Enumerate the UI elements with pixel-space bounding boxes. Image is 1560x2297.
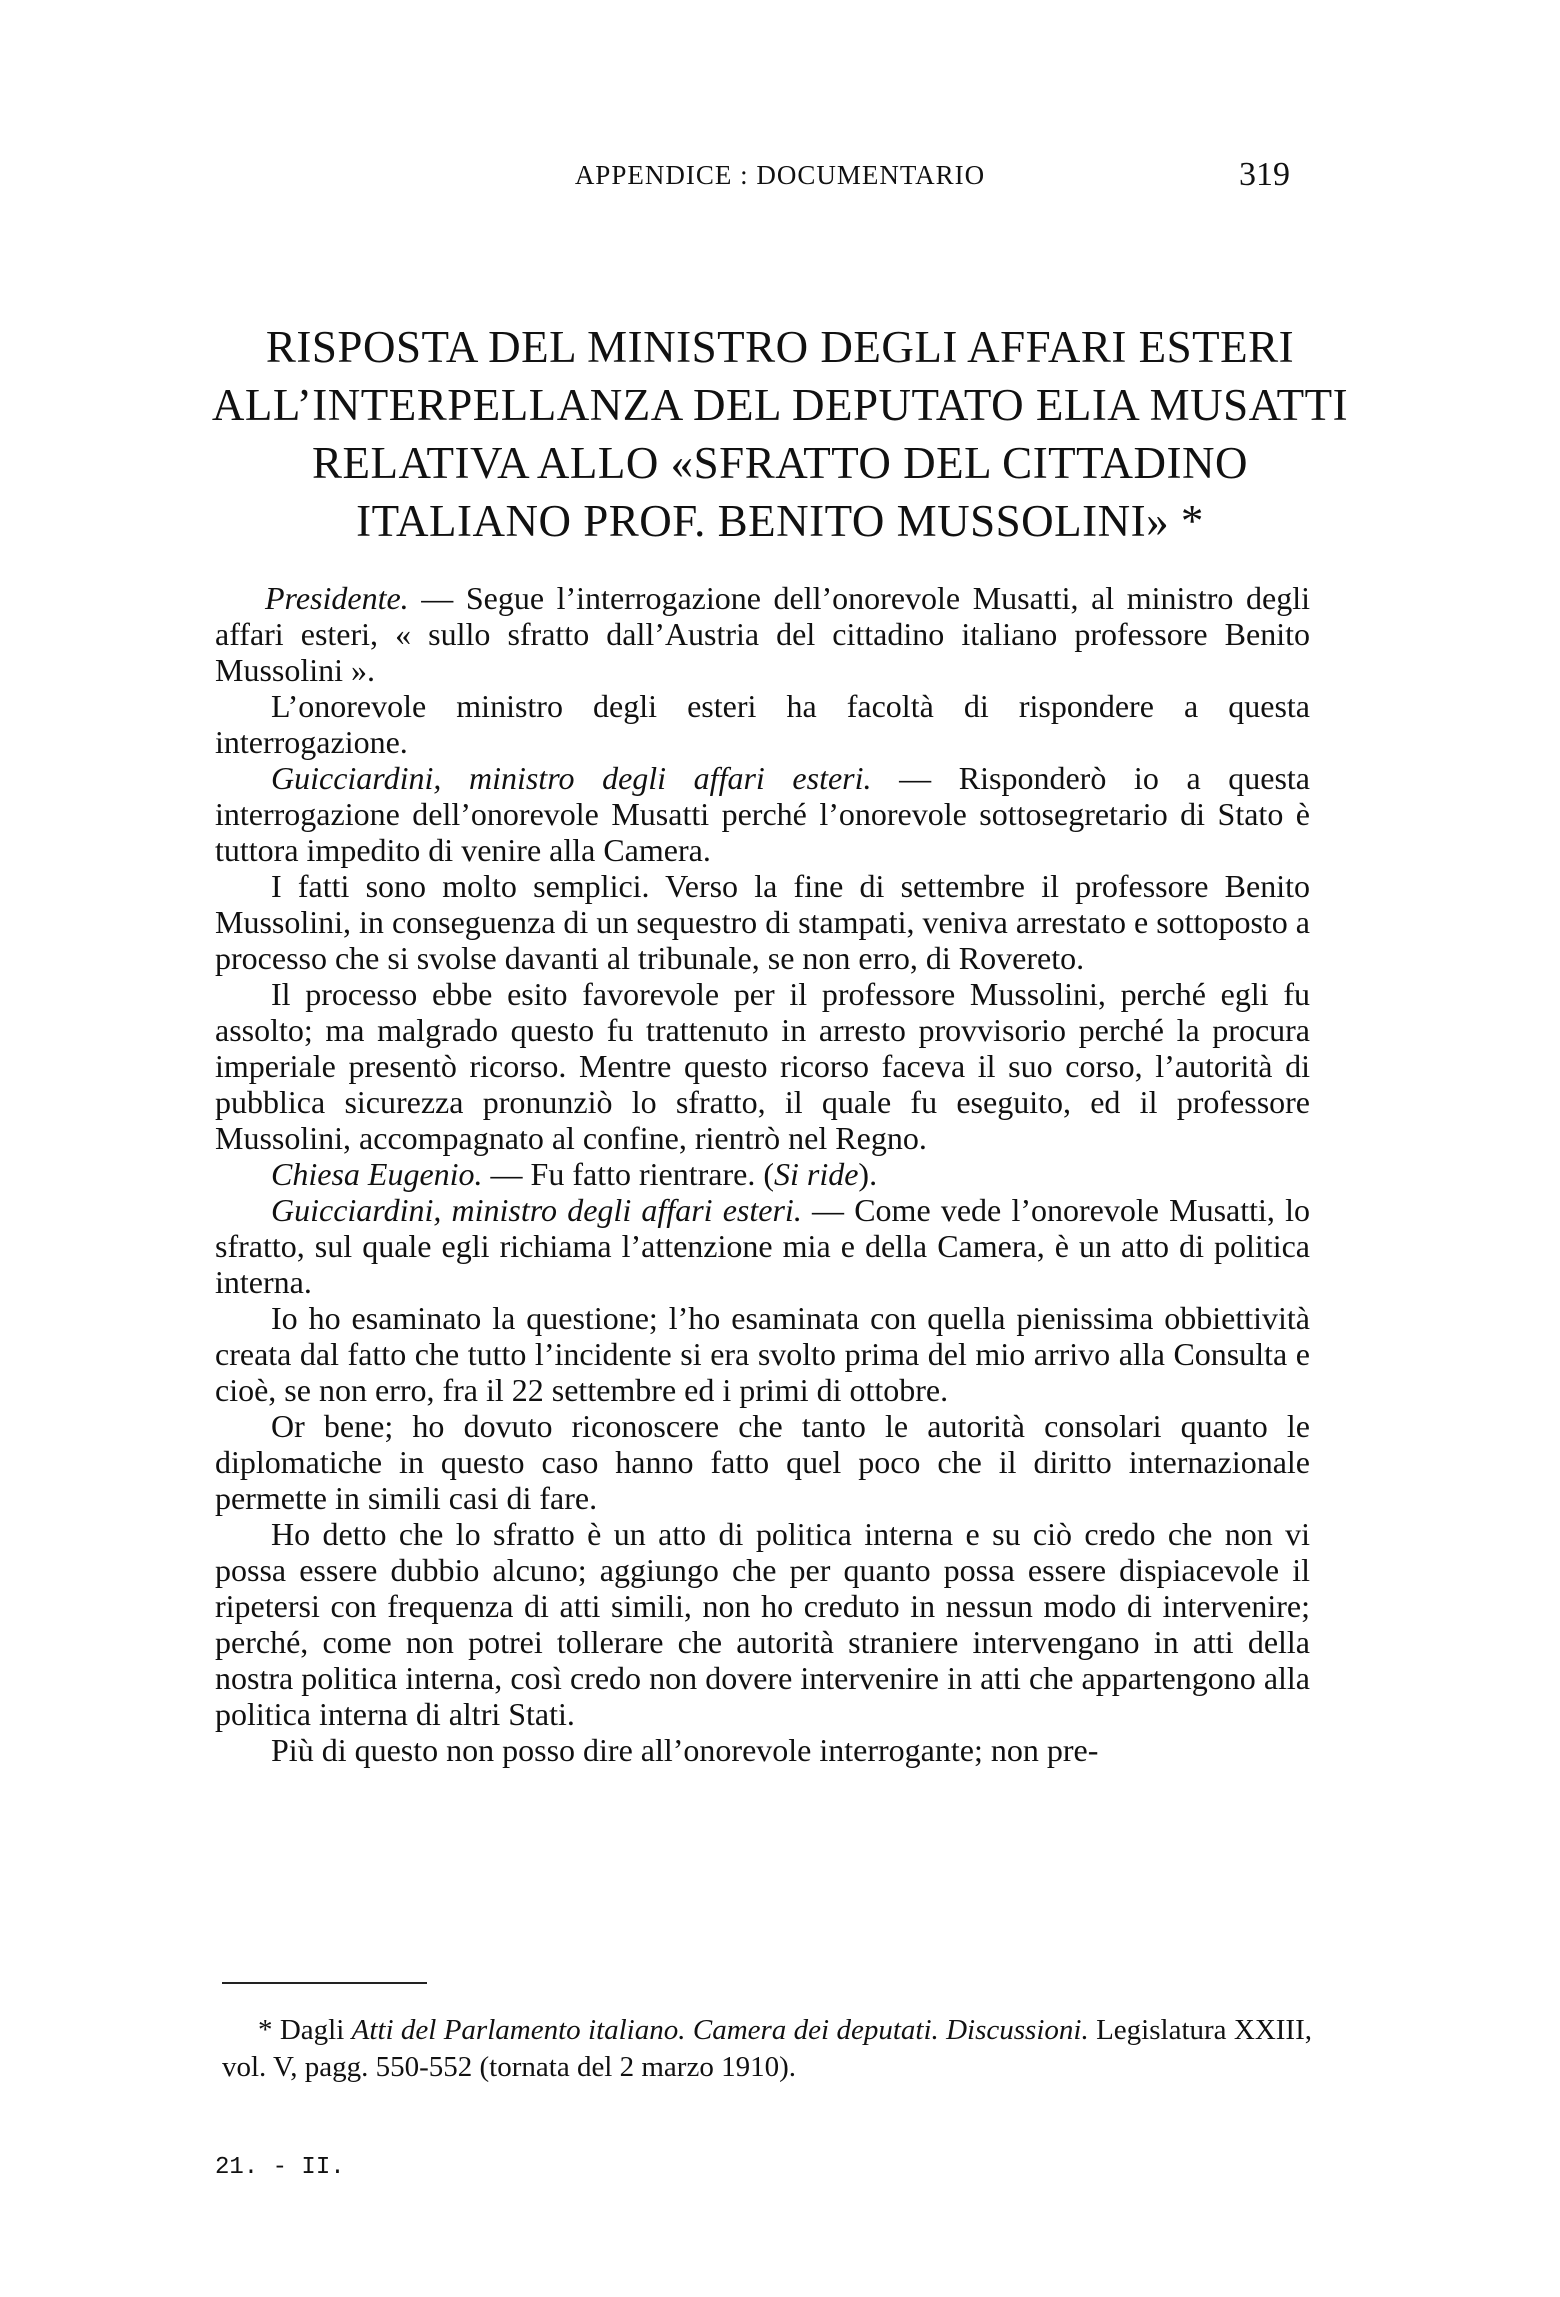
footnote-divider (222, 1982, 427, 1984)
speaker-name: Presidente. (265, 580, 409, 616)
paragraph-text: Io ho esaminato la questione; l’ho esaminata con quella pienissima obbiettività creata dal fatto che tutto l’incidente si era svolto prima del mio arrivo alla Consulta e cioè, se non erro, fra il 22 settembre ed i primi di ottobre. (215, 1300, 1310, 1408)
paragraph (215, 1300, 1310, 1408)
page-number: 319 (1239, 156, 1290, 193)
title-line: RELATIVA ALLO «SFRATTO DEL CITTADINO (311, 438, 1249, 488)
speaker-name: Guicciardini, ministro degli affari esteri. (271, 1192, 802, 1228)
paragraph-text-end: ). (858, 1156, 878, 1192)
paragraph (215, 1408, 1310, 1516)
paragraph-text: Ho detto che lo sfratto è un atto di politica interna e su ciò credo che non vi possa essere dubbio alcuno; aggiungo che per quanto possa essere dispiacevole il ripetersi con frequenza di atti simili, non ho creduto in nessun modo di intervenire; perché, come non potrei tollerare che autorità straniere intervengano in atti della nostra politica interna, così credo non dovere intervenire in atti che appartengono alla politica interna di altri Stati. (215, 1516, 1310, 1732)
running-title: APPENDICE : DOCUMENTARIO (574, 160, 986, 190)
paragraph-text: — Fu fatto rientrare. ( (482, 1156, 774, 1192)
paragraph-text: I fatti sono molto semplici. Verso la fine di settembre il professore Benito Mussolini, in conseguenza di un sequestro di stampati, veniva arrestato e sottoposto a processo che si svolse davanti al tribunale, se non erro, di Rovereto. (215, 868, 1310, 976)
paragraph (215, 976, 1310, 1156)
paragraph-text: Più di questo non posso dire all’onorevole interrogante; non pre- (271, 1732, 1099, 1768)
paragraph (215, 868, 1310, 976)
footnote (222, 2012, 1312, 2086)
paragraph (215, 1732, 1310, 1768)
paragraph (215, 688, 1310, 760)
paragraph-text: — Come vede l’onorevole Musatti, lo sfratto, sul quale egli richiama l’attenzione mia e della Camera, è un atto di politica interna. (215, 1192, 1311, 1300)
document-title (200, 318, 1360, 550)
paragraph (215, 1516, 1310, 1732)
paragraph-text: — Segue l’interrogazione dell’onorevole Musatti, al ministro degli affari esteri, « sullo sfratto dall’Austria del cittadino italiano professore Benito Mussolini ». (215, 580, 1310, 688)
stage-direction: Si ride (773, 1156, 859, 1192)
running-head (0, 156, 1560, 200)
paragraph-text: Il processo ebbe esito favorevole per il professore Mussolini, perché egli fu assolto; ma malgrado questo fu trattenuto in arresto provvisorio perché la procura imperiale presentò ricorso. Mentre questo ricorso faceva il suo corso, l’autorità di pubblica sicurezza pronunziò lo sfratto, il quale fu eseguito, ed il professore Mussolini, accompagnato al confine, rientrò nel Regno. (215, 976, 1310, 1156)
paragraph-text: L’onorevole ministro degli esteri ha facoltà di rispondere a questa interrogazione. (215, 688, 1310, 760)
footnote-source: Atti del Parlamento italiano. Camera dei deputati. Discussioni. (351, 2014, 1089, 2046)
title-line: ITALIANO PROF. BENITO MUSSOLINI» * (356, 496, 1204, 546)
title-line: ALL’INTERPELLANZA DEL DEPUTATO ELIA MUSATTI (211, 380, 1349, 430)
paragraph-text: — Risponderò io a questa interrogazione dell’onorevole Musatti perché l’onorevole sottosegretario di Stato è tuttora impedito di venire alla Camera. (215, 760, 1311, 868)
speaker-name: Chiesa Eugenio. (271, 1156, 483, 1192)
paragraph (215, 580, 1310, 688)
paragraph (215, 1192, 1310, 1300)
paragraph-text: Or bene; ho dovuto riconoscere che tanto le autorità consolari quanto le diplomatiche in questo caso hanno fatto quel poco che il diritto internazionale permette in simili casi di fare. (215, 1408, 1310, 1516)
paragraph (215, 760, 1310, 868)
paragraph (215, 1156, 1310, 1192)
footnote-marker: * Dagli (258, 2014, 352, 2046)
speaker-name: Guicciardini, ministro degli affari esteri. (271, 760, 872, 796)
printer-signature-mark: 21. - II. (215, 2154, 345, 2181)
footnote-details: Legislatura XXIII, vol. V, pagg. 550-552 (tornata del 2 marzo 1910). (222, 2014, 1312, 2083)
document-body (215, 580, 1310, 1768)
title-line: RISPOSTA DEL MINISTRO DEGLI AFFARI ESTERI (265, 322, 1295, 372)
